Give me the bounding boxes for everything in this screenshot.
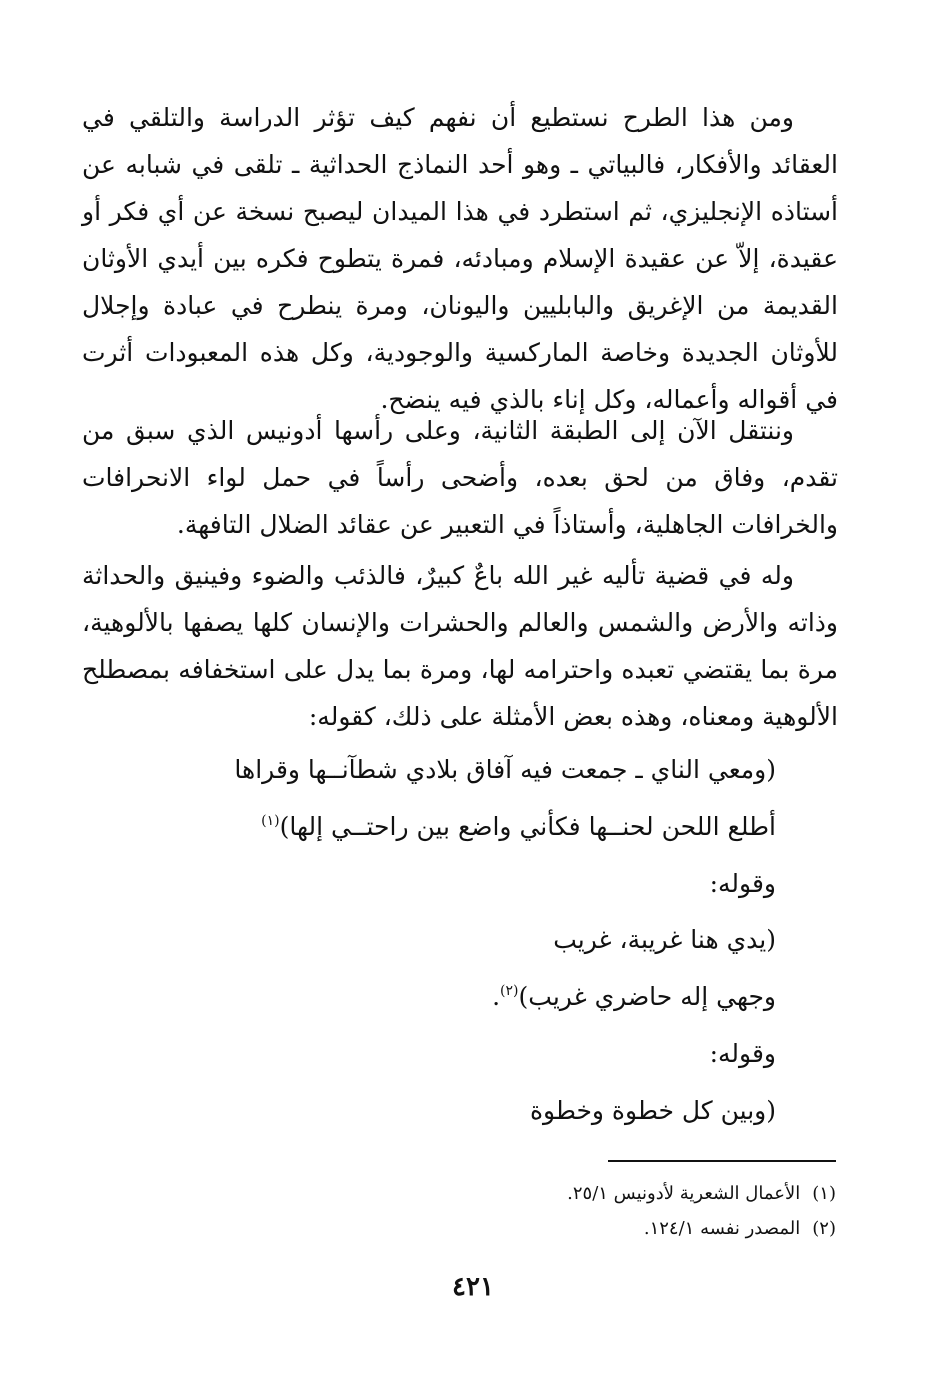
poem-quotations xyxy=(176,742,776,1140)
quote-intro-text: وقوله: xyxy=(709,1038,776,1068)
verse-text: (ومعي الناي ـ جمعت فيه آفاق بلادي شطآنــها وقراها xyxy=(234,755,776,784)
paragraph-2 xyxy=(82,407,838,548)
verse-text: أطلع اللحن لحنــها فكأني واضع بين راحتــي إلها) xyxy=(279,811,776,841)
footnote-number: (١) xyxy=(812,1183,836,1204)
page-number: ٤٢١ xyxy=(452,1272,494,1302)
verse-line xyxy=(176,1083,776,1140)
verse-line xyxy=(176,799,776,856)
footnote-1 xyxy=(336,1176,836,1211)
footnote-divider xyxy=(608,1160,836,1162)
footnotes xyxy=(336,1176,836,1246)
footnote-2 xyxy=(336,1211,836,1246)
footnote-number: (٢) xyxy=(812,1218,836,1239)
footnote-text: الأعمال الشعرية لأدونيس ٢٥/١. xyxy=(567,1183,801,1204)
paragraph-1 xyxy=(82,94,838,423)
footnote-reference: (٢) xyxy=(500,983,519,1000)
verse-punctuation: . xyxy=(492,982,501,1012)
quote-intro xyxy=(176,1026,776,1083)
verse-text: (وبين كل خطوة وخطوة xyxy=(529,1095,776,1125)
paragraph-text: وننتقل الآن إلى الطبقة الثانية، وعلى رأسها أدونيس الذي سبق من تقدم، وفاق من لحق بعده، وأضحى رأساً في حمل لواء الانحرافات والخرافات الجاهلية، وأستاذاً في التعبير عن عقائد الضلال التافهة. xyxy=(82,416,838,539)
paragraph-3 xyxy=(82,552,838,740)
paragraph-text: ومن هذا الطرح نستطيع أن نفهم كيف تؤثر الدراسة والتلقي في العقائد والأفكار، فالبياتي ـ وهو أحد النماذج الحداثية ـ تلقى في شبابه عن أستاذه الإنجليزي، ثم استطرد في هذا الميدان ليصبح نسخة عن أي فكر أو عقيدة، إلاّ عن عقيدة الإسلام ومبادئه، فمرة يتطوح فكره بين أيدي الأوثان القديمة من الإغريق والبابليين واليونان، ومرة ينطرح في عبادة وإجلال للأوثان الجديدة وخاصة الماركسية والوجودية، وكل هذه المعبودات أثرت في أقواله وأعماله، وكل إناء بالذي فيه ينضح. xyxy=(82,103,838,414)
quote-intro xyxy=(176,856,776,913)
verse-line xyxy=(176,742,776,799)
verse-line xyxy=(176,969,776,1026)
footnote-reference: (١) xyxy=(261,812,280,829)
footnote-text: المصدر نفسه ١٢٤/١. xyxy=(643,1218,801,1239)
verse-text: وجهي إله حاضري غريب) xyxy=(518,982,776,1012)
quote-intro-text: وقوله: xyxy=(709,868,776,898)
paragraph-text: وله في قضية تأليه غير الله باعٌ كبيرٌ، فالذئب والضوء وفينيق والحداثة وذاته والأرض والشمس والعالم والحشرات والإنسان كلها يصفها بالألوهية، مرة بما يقتضي تعبده واحترامه لها، ومرة بما يدل على استخفافه بمصطلح الألوهية ومعناه، وهذه بعض الأمثلة على ذلك، كقوله: xyxy=(82,561,838,731)
verse-line xyxy=(176,912,776,969)
verse-text: (يدي هنا غريبة، غريب xyxy=(553,925,776,955)
